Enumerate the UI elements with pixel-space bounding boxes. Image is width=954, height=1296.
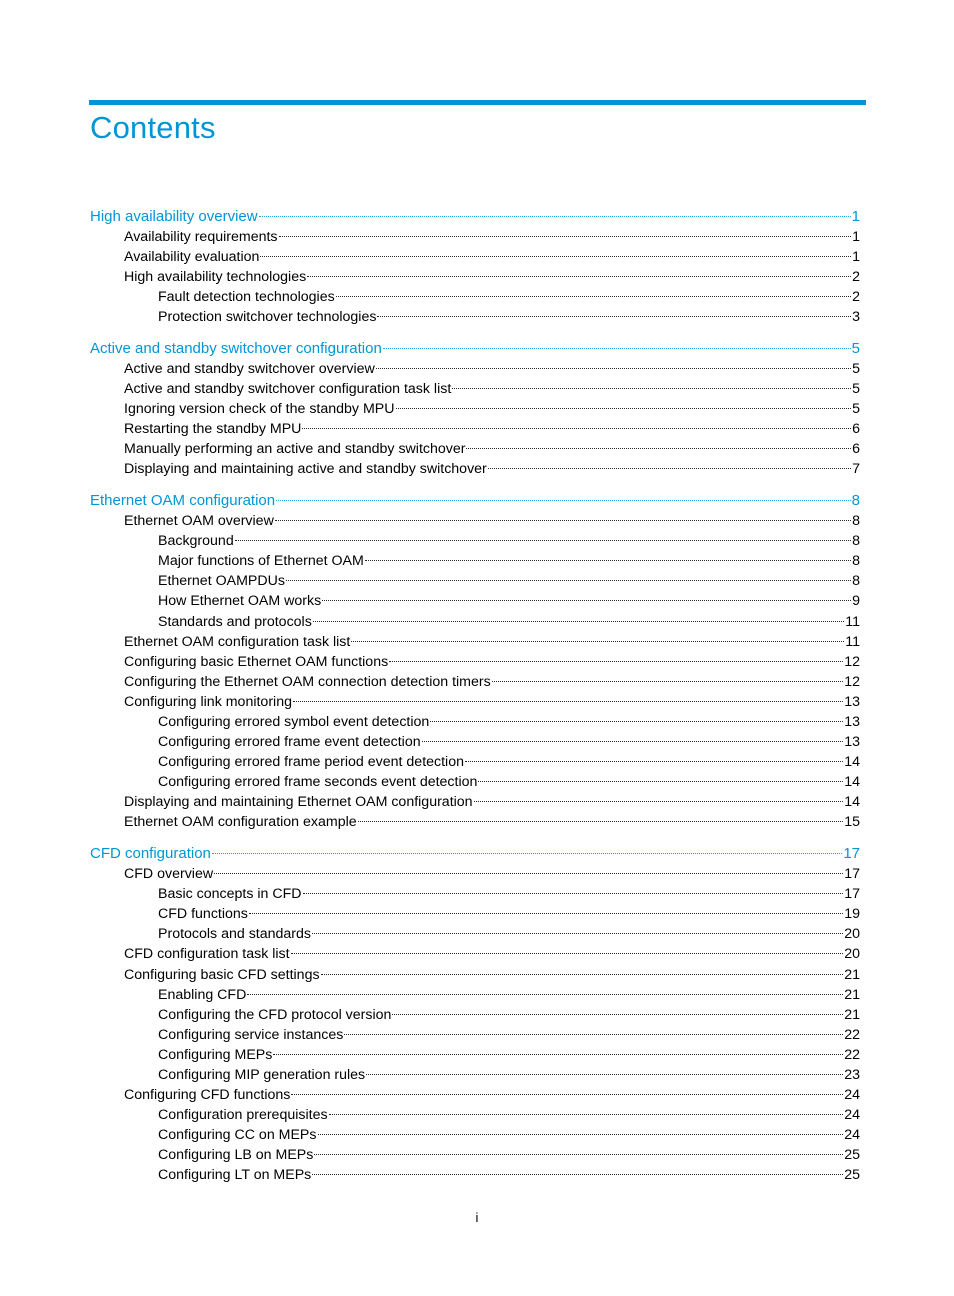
toc-entry-title: Configuring CFD functions — [124, 1087, 291, 1104]
toc-entry-title: Active and standby switchover configuration task list — [124, 381, 452, 398]
toc-entry-page-number: 6 — [852, 441, 860, 458]
dot-leader — [293, 701, 843, 702]
toc-entry-chapter[interactable] — [90, 490, 860, 511]
dot-leader — [336, 296, 851, 297]
toc-entry-title: Ethernet OAM overview — [124, 513, 274, 530]
toc-entry-section[interactable] — [90, 459, 860, 479]
toc-entry-page-number: 8 — [851, 492, 860, 510]
toc-entry-chapter[interactable] — [90, 843, 860, 864]
dot-leader — [376, 368, 851, 369]
toc-entry-title: High availability technologies — [124, 269, 307, 286]
toc-entry-page-number: 21 — [844, 1006, 860, 1023]
toc-entry-page-number: 14 — [844, 754, 860, 771]
toc-entry-section[interactable] — [90, 1085, 860, 1105]
dot-leader — [392, 1014, 843, 1015]
toc-entry-section[interactable] — [90, 812, 860, 832]
toc-entry-title: Manually performing an active and standby switchover — [124, 441, 466, 458]
toc-entry-section[interactable] — [90, 672, 860, 692]
dot-leader — [303, 893, 844, 894]
toc-entry-page-number: 9 — [852, 593, 860, 610]
toc-entry-subsection[interactable] — [90, 591, 860, 611]
dot-leader — [358, 821, 844, 822]
toc-entry-page-number: 25 — [844, 1167, 860, 1184]
dot-leader — [235, 540, 851, 541]
toc-entry-page-number: 3 — [852, 309, 860, 326]
toc-entry-subsection[interactable] — [90, 1125, 860, 1145]
toc-entry-page-number: 2 — [852, 289, 860, 306]
toc-chapter — [90, 338, 860, 480]
toc-entry-page-number: 12 — [844, 673, 860, 690]
dot-leader — [452, 388, 851, 389]
table-of-contents — [90, 206, 860, 1196]
dot-leader — [275, 520, 851, 521]
toc-entry-subsection[interactable] — [90, 307, 860, 327]
toc-entry-section[interactable] — [90, 267, 860, 287]
toc-entry-page-number: 20 — [844, 946, 860, 963]
dot-leader — [366, 1074, 843, 1075]
toc-entry-page-number: 5 — [852, 381, 860, 398]
toc-entry-page-number: 12 — [844, 653, 860, 670]
toc-entry-page-number: 8 — [852, 513, 860, 530]
toc-entry-page-number: 22 — [844, 1026, 860, 1043]
toc-entry-page-number: 24 — [844, 1087, 860, 1104]
toc-entry-page-number: 14 — [844, 774, 860, 791]
toc-entry-page-number: 1 — [852, 249, 860, 266]
toc-entry-subsection[interactable] — [90, 752, 860, 772]
toc-entry-title: Ethernet OAM configuration task list — [124, 633, 351, 650]
toc-entry-subsection[interactable] — [90, 904, 860, 924]
toc-entry-title: CFD overview — [124, 866, 214, 883]
toc-entry-page-number: 20 — [844, 926, 860, 943]
toc-entry-subsection[interactable] — [90, 1165, 860, 1185]
dot-leader — [478, 781, 843, 782]
toc-entry-section[interactable] — [90, 379, 860, 399]
toc-entry-title: Configuring MEPs — [158, 1046, 273, 1063]
toc-entry-title: Basic concepts in CFD — [158, 886, 302, 903]
dot-leader — [396, 408, 852, 409]
toc-entry-subsection[interactable] — [90, 1145, 860, 1165]
page-title: Contents — [90, 110, 216, 145]
dot-leader — [466, 448, 851, 449]
toc-entry-title: CFD functions — [158, 906, 248, 923]
toc-entry-subsection[interactable] — [90, 612, 860, 632]
toc-entry-title: Ethernet OAMPDUs — [158, 573, 285, 590]
toc-entry-title: Availability evaluation — [124, 249, 260, 266]
toc-entry-title: Configuring CC on MEPs — [158, 1127, 317, 1144]
toc-entry-section[interactable] — [90, 965, 860, 985]
toc-entry-page-number: 8 — [852, 573, 860, 590]
toc-entry-section[interactable] — [90, 652, 860, 672]
toc-entry-chapter[interactable] — [90, 338, 860, 359]
toc-entry-section[interactable] — [90, 632, 860, 652]
toc-entry-page-number: 1 — [851, 208, 860, 225]
toc-entry-section[interactable] — [90, 692, 860, 712]
toc-entry-title: Enabling CFD — [158, 986, 247, 1003]
toc-entry-page-number: 11 — [845, 633, 860, 650]
toc-entry-title: Configuring basic CFD settings — [124, 966, 320, 983]
toc-entry-title: Ignoring version check of the standby MPU — [124, 401, 395, 418]
toc-entry-title: How Ethernet OAM works — [158, 593, 322, 610]
toc-entry-page-number: 5 — [852, 360, 860, 377]
toc-entry-subsection[interactable] — [90, 985, 860, 1005]
toc-entry-page-number: 11 — [845, 613, 860, 630]
toc-entry-section[interactable] — [90, 944, 860, 964]
toc-entry-title: Displaying and maintaining active and standby switchover — [124, 461, 487, 478]
toc-entry-page-number: 7 — [852, 461, 860, 478]
dot-leader — [313, 621, 844, 622]
toc-entry-title: Ethernet OAM configuration example — [124, 814, 357, 831]
toc-entry-section[interactable] — [90, 439, 860, 459]
toc-entry-page-number: 2 — [852, 269, 860, 286]
dot-leader — [307, 276, 851, 277]
toc-entry-title: Configuring the CFD protocol version — [158, 1006, 392, 1023]
toc-entry-title: Major functions of Ethernet OAM — [158, 553, 364, 570]
toc-entry-title: Configuring link monitoring — [124, 693, 292, 710]
toc-entry-page-number: 19 — [844, 906, 860, 923]
dot-leader — [492, 681, 844, 682]
toc-entry-page-number: 25 — [844, 1147, 860, 1164]
toc-entry-title: Configuring errored frame event detection — [158, 734, 421, 751]
toc-entry-subsection[interactable] — [90, 1045, 860, 1065]
dot-leader — [465, 761, 843, 762]
toc-entry-title: Configuring errored symbol event detection — [158, 713, 430, 730]
toc-entry-title: Ethernet OAM configuration — [90, 492, 276, 510]
dot-leader — [321, 974, 844, 975]
toc-entry-title: Protocols and standards — [158, 926, 312, 943]
toc-chapter — [90, 206, 860, 327]
toc-entry-subsection[interactable] — [90, 1005, 860, 1025]
toc-entry-title: Active and standby switchover overview — [124, 360, 375, 377]
toc-entry-page-number: 13 — [844, 734, 860, 751]
toc-entry-page-number: 13 — [844, 713, 860, 730]
toc-chapter — [90, 490, 860, 833]
toc-entry-title: Configuration prerequisites — [158, 1107, 328, 1124]
toc-entry-title: Standards and protocols — [158, 613, 312, 630]
toc-entry-section[interactable] — [90, 399, 860, 419]
toc-entry-title: Displaying and maintaining Ethernet OAM configuration — [124, 794, 473, 811]
toc-entry-subsection[interactable] — [90, 772, 860, 792]
dot-leader — [260, 256, 851, 257]
toc-entry-subsection[interactable] — [90, 732, 860, 752]
toc-entry-page-number: 23 — [844, 1066, 860, 1083]
dot-leader — [302, 428, 851, 429]
dot-leader — [273, 1054, 843, 1055]
dot-leader — [212, 853, 842, 854]
toc-entry-title: Protection switchover technologies — [158, 309, 377, 326]
toc-entry-page-number: 22 — [844, 1046, 860, 1063]
toc-entry-page-number: 5 — [852, 401, 860, 418]
toc-entry-title: CFD configuration task list — [124, 946, 290, 963]
toc-entry-title: Configuring errored frame period event detection — [158, 754, 464, 771]
toc-entry-subsection[interactable] — [90, 712, 860, 732]
toc-entry-section[interactable] — [90, 247, 860, 267]
dot-leader — [365, 560, 851, 561]
dot-leader — [430, 721, 843, 722]
dot-leader — [247, 994, 843, 995]
toc-entry-page-number: 8 — [852, 553, 860, 570]
dot-leader — [351, 641, 844, 642]
toc-entry-page-number: 5 — [851, 339, 860, 357]
toc-entry-page-number: 6 — [852, 421, 860, 438]
toc-entry-title: Background — [158, 533, 234, 550]
dot-leader — [291, 1094, 843, 1095]
toc-entry-page-number: 21 — [844, 986, 860, 1003]
dot-leader — [329, 1114, 844, 1115]
toc-entry-title: Configuring service instances — [158, 1026, 344, 1043]
dot-leader — [214, 873, 843, 874]
toc-entry-subsection[interactable] — [90, 571, 860, 591]
toc-entry-title: Restarting the standby MPU — [124, 421, 302, 438]
dot-leader — [314, 1154, 843, 1155]
toc-entry-page-number: 17 — [844, 866, 860, 883]
toc-entry-title: Configuring errored frame seconds event detection — [158, 774, 478, 791]
toc-entry-page-number: 24 — [844, 1127, 860, 1144]
dot-leader — [259, 216, 851, 217]
toc-entry-subsection[interactable] — [90, 1025, 860, 1045]
dot-leader — [389, 661, 843, 662]
toc-entry-title: Configuring the Ethernet OAM connection detection timers — [124, 673, 491, 690]
dot-leader — [377, 316, 851, 317]
toc-entry-title: Configuring basic Ethernet OAM functions — [124, 653, 389, 670]
toc-entry-title: Configuring LT on MEPs — [158, 1167, 312, 1184]
page-number: i — [475, 1210, 479, 1225]
toc-entry-page-number: 8 — [852, 533, 860, 550]
dot-leader — [322, 600, 851, 601]
toc-entry-subsection[interactable] — [90, 924, 860, 944]
toc-entry-page-number: 17 — [843, 845, 860, 863]
toc-entry-page-number: 15 — [844, 814, 860, 831]
toc-entry-section[interactable] — [90, 359, 860, 379]
toc-entry-section[interactable] — [90, 864, 860, 884]
dot-leader — [318, 1134, 844, 1135]
toc-entry-title: Availability requirements — [124, 229, 278, 245]
toc-entry-title: CFD configuration — [90, 845, 211, 863]
toc-entry-subsection[interactable] — [90, 884, 860, 904]
toc-chapter — [90, 843, 860, 1186]
title-rule — [89, 100, 866, 105]
toc-entry-section[interactable] — [90, 227, 860, 247]
dot-leader — [312, 933, 843, 934]
dot-leader — [286, 580, 851, 581]
toc-entry-page-number: 1 — [852, 229, 860, 245]
dot-leader — [474, 801, 844, 802]
dot-leader — [488, 468, 851, 469]
dot-leader — [291, 953, 844, 954]
toc-entry-chapter[interactable] — [90, 206, 860, 227]
toc-entry-title: Configuring MIP generation rules — [158, 1066, 366, 1083]
toc-entry-page-number: 14 — [844, 794, 860, 811]
toc-entry-subsection[interactable] — [90, 531, 860, 551]
dot-leader — [279, 236, 852, 237]
dot-leader — [276, 500, 851, 501]
toc-entry-page-number: 13 — [844, 693, 860, 710]
toc-entry-page-number: 21 — [844, 966, 860, 983]
dot-leader — [312, 1174, 843, 1175]
toc-entry-title: Fault detection technologies — [158, 289, 335, 306]
toc-entry-title: High availability overview — [90, 208, 258, 225]
toc-entry-section[interactable] — [90, 792, 860, 812]
dot-leader — [422, 741, 844, 742]
toc-entry-section[interactable] — [90, 511, 860, 531]
dot-leader — [383, 348, 851, 349]
dot-leader — [249, 913, 843, 914]
toc-entry-page-number: 17 — [844, 886, 860, 903]
dot-leader — [344, 1034, 843, 1035]
toc-entry-subsection[interactable] — [90, 1065, 860, 1085]
toc-entry-subsection[interactable] — [90, 287, 860, 307]
toc-entry-page-number: 24 — [844, 1107, 860, 1124]
toc-entry-subsection[interactable] — [90, 551, 860, 571]
toc-entry-section[interactable] — [90, 419, 860, 439]
toc-entry-title: Active and standby switchover configuration — [90, 339, 382, 357]
toc-entry-title: Configuring LB on MEPs — [158, 1147, 314, 1164]
toc-entry-subsection[interactable] — [90, 1105, 860, 1125]
